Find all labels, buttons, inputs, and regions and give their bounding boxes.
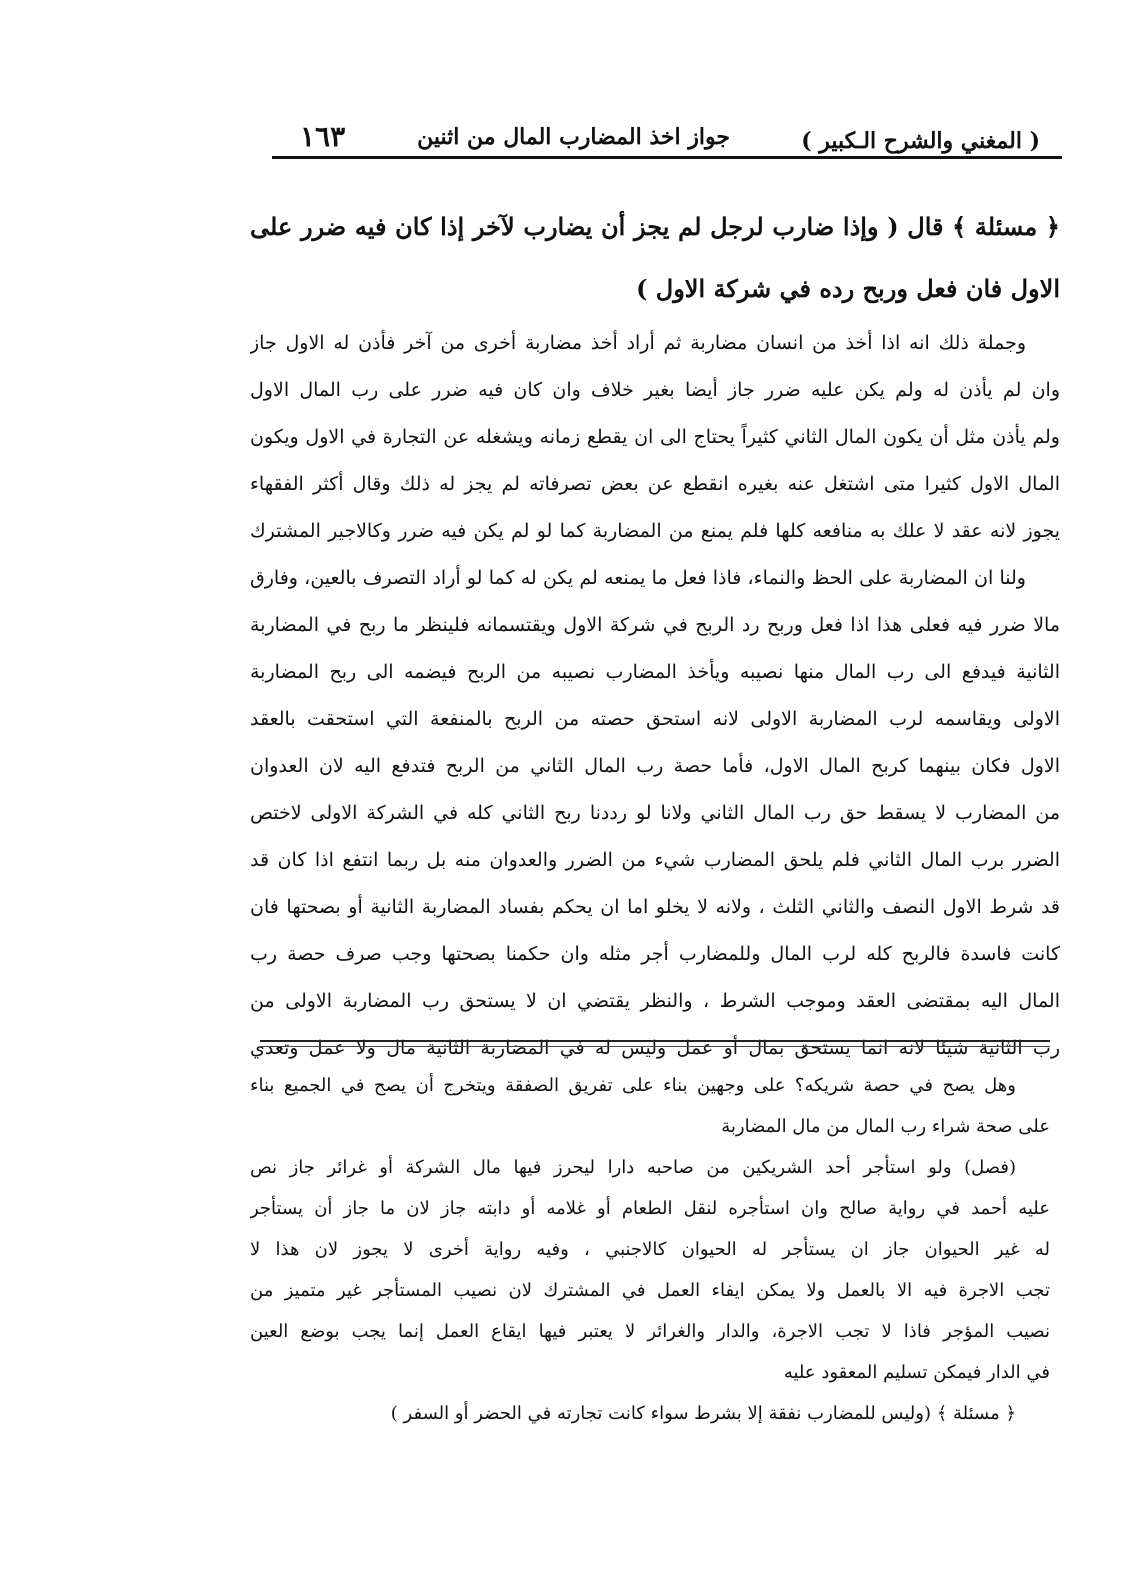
text-line: كانت فاسدة فالربح كله لرب المال وللمضارب أجر مثله وان حكمنا بصحتها وجب صرف حصة رب: [250, 943, 1060, 965]
masala-heading-cont: الاول فان فعل وربح رده في شركة الاول ): [636, 274, 1060, 303]
text-line: وهل يصح في حصة شريكه؟ على وجهين بناء على تفريق الصفقة ويتخرج أن يصح في الجميع بناء: [250, 1075, 1016, 1096]
text-line: يجوز لانه عقد لا علك به منافعه كلها فلم يمنع من المضاربة كما لو لم يكن فيه ضرر وكالاجير المشترك: [250, 520, 1060, 542]
page-number: ١٦٣: [300, 120, 346, 153]
fasl-line: (فصل) ولو استأجر أحد الشريكين من صاحبه دارا ليحرز فيها مال الشركة أو غرائر جاز نص: [250, 1157, 1016, 1178]
text-line: ولم يأذن مثل أن يكون المال الثاني كثيراً يحتاج الى ان يقطع زمانه ويشغله عن التجارة في الاول ويكون: [250, 426, 1060, 448]
text-line: له غير الحيوان جاز ان يستأجر له الحيوان كالاجنبي ، وفيه رواية أخرى لا يجوز لان هذا لا: [250, 1239, 1050, 1260]
text-line: على صحة شراء رب المال من مال المضاربة: [721, 1116, 1050, 1137]
masala-heading: ﴿ مسئلة ﴾ قال ( وإذا ضارب لرجل لم يجز أن يضارب لآخر إذا كان فيه ضرر على: [250, 212, 1060, 241]
main-text: [250, 196, 1060, 1072]
text-line: في الدار فيمكن تسليم المعقود عليه: [783, 1362, 1050, 1383]
text-line: مالا ضرر فيه فعلى هذا اذا فعل وربح رد الربح في شركة الاول ويقتسمانه فلينظر ما ربح في المضاربة: [250, 614, 1060, 636]
masala-line: ﴿ مسئلة ﴾ (وليس للمضارب نفقة إلا بشرط سواء كانت تجارته في الحضر أو السفر ): [390, 1403, 1016, 1424]
text-line: الاولى ويقاسمه لرب المضاربة الاولى لانه استحق حصته من الربح بالمنفعة التي استحقت بالعقد: [250, 708, 1060, 730]
text-line: المال الاول كثيرا متى اشتغل عنه بغيره انقطع عن بعض تصرفاته لم يجز له ذلك وقال أكثر الفقهاء: [250, 473, 1060, 495]
text-line: قد شرط الاول النصف والثاني الثلث ، ولانه لا يخلو اما ان يحكم بفساد المضاربة الثانية أو بصحتها فان: [250, 896, 1060, 918]
text-line: عليه أحمد في رواية صالح وان استأجره لنقل الطعام أو غلامه أو دابته جاز لان ما جاز أن يستأجر: [250, 1198, 1050, 1219]
text-line: وان لم يأذن له ولم يكن عليه ضرر جاز أيضا بغير خلاف وان كان فيه ضرر على رب المال الاول: [250, 379, 1060, 401]
section-divider: [260, 1040, 1050, 1042]
lower-text: [250, 1065, 1050, 1434]
text-line: الاول فكان بينهما كربح المال الاول، فأما حصة رب المال الثاني من الربح فتدفع اليه لان العدوان: [250, 755, 1060, 777]
text-line: ولنا ان المضاربة على الحظ والنماء، فاذا فعل ما يمنعه لم يكن له كما لو أراد التصرف بالعين، وفارق: [250, 567, 1026, 589]
text-line: تجب الاجرة فيه الا بالعمل ولا يمكن ايفاء العمل في المشترك لان نصيب المستأجر غير متميز من: [250, 1280, 1050, 1301]
section-divider-thin: [260, 1046, 1050, 1047]
header-rule: [272, 156, 1062, 159]
text-line: الثانية فيدفع الى رب المال منها نصيبه ويأخذ المضارب نصيبه من الربح فيضمه الى ربح المضاربة: [250, 661, 1060, 683]
text-line: من المضارب لا يسقط حق رب المال الثاني ولانا لو رددنا ربح الثاني كله في الشركة الاولى لاختص: [250, 802, 1060, 824]
text-line: نصيب المؤجر فاذا لا تجب الاجرة، والدار والغرائر لا يعتبر فيها ايقاع العمل إنما يجب بوضع العين: [250, 1321, 1050, 1342]
page-header: [270, 120, 1060, 160]
chapter-title: جواز اخذ المضارب المال من اثنين: [417, 124, 730, 150]
book-title: ( المغني والشرح الـكبير ): [801, 128, 1040, 154]
text-line: رب الثانية شيئا لانه انما يستحق بمال أو عمل وليس له في المضاربة الثانية مال ولا عمل وتعدي: [250, 1037, 1060, 1059]
text-line: الضرر برب المال الثاني فلم يلحق المضارب شيء من الضرر والعدوان منه بل ربما انتفع اذا كان قد: [250, 849, 1060, 871]
text-line: المال اليه بمقتضى العقد وموجب الشرط ، والنظر يقتضي ان لا يستحق رب المضاربة الاولى من: [250, 990, 1060, 1012]
text-line: وجملة ذلك انه اذا أخذ من انسان مضاربة ثم أراد أخذ مضاربة أخرى من آخر فأذن له الاول جاز: [250, 332, 1026, 354]
